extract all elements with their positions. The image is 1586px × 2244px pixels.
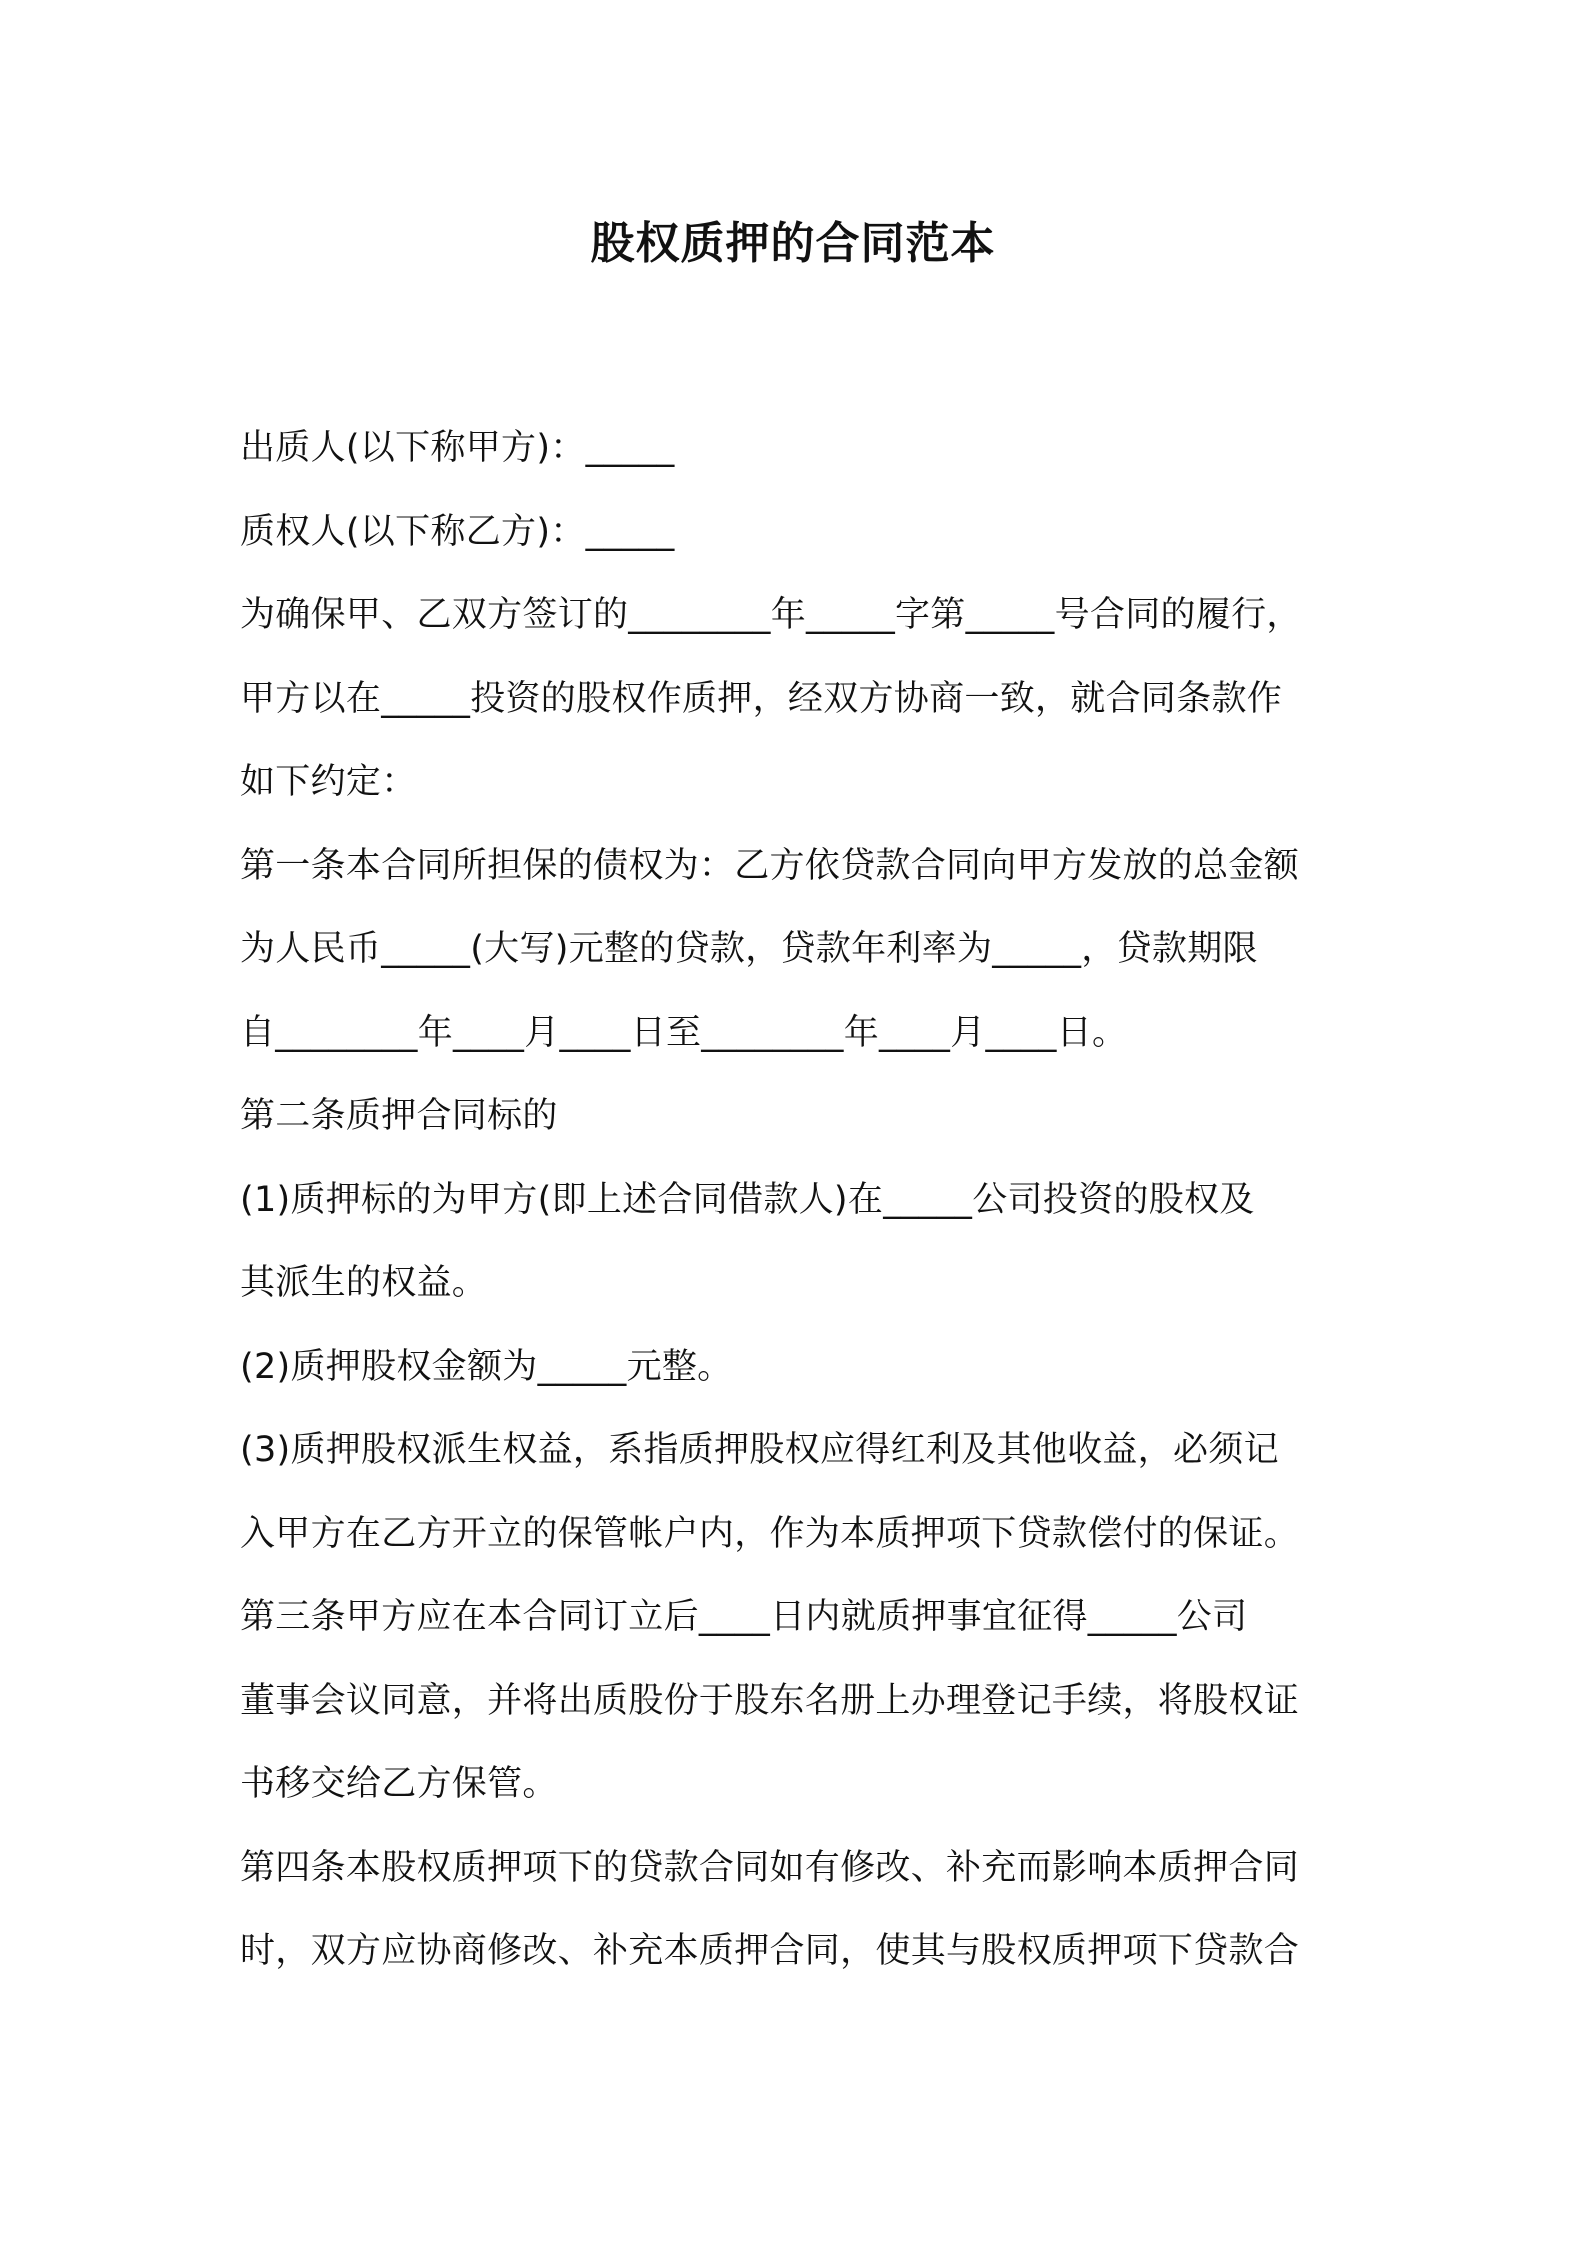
line-preamble-1: 为确保甲、乙双方签订的________年_____字第_____号合同的履行，: [240, 595, 1302, 635]
line-preamble-2: 甲方以在_____投资的股权作质押，经双方协商一致，就合同条款作: [240, 678, 1283, 719]
line-pledgor: 出质人(以下称甲方)：_____: [240, 428, 675, 468]
line-article-1-c: 自________年____月____日至________年____月____日。: [240, 1012, 1128, 1053]
line-article-3-b: 董事会议同意，并将出质股份于股东名册上办理登记手续，将股权证: [240, 1680, 1300, 1721]
line-article-2-item-2: (2)质押股权金额为_____元整。: [240, 1346, 733, 1387]
line-article-2-heading: 第二条质押合同标的: [240, 1096, 558, 1136]
line-article-1-b: 为人民币_____(大写)元整的贷款，贷款年利率为_____，贷款期限: [240, 929, 1258, 969]
line-pledgee: 质权人(以下称乙方)：_____: [240, 511, 675, 552]
line-article-4-a: 第四条本股权质押项下的贷款合同如有修改、补充而影响本质押合同: [240, 1847, 1300, 1888]
line-article-1-a: 第一条本合同所担保的债权为：乙方依贷款合同向甲方发放的总金额: [240, 845, 1300, 886]
line-preamble-3: 如下约定：: [240, 762, 417, 802]
line-article-2-item-3-a: (3)质押股权派生权益，系指质押股权应得红利及其他收益，必须记: [240, 1430, 1279, 1470]
document-title: 股权质押的合同范本: [590, 218, 996, 269]
line-article-3-c: 书移交给乙方保管。: [240, 1764, 558, 1804]
line-article-2-item-3-b: 入甲方在乙方开立的保管帐户内，作为本质押项下贷款偿付的保证。: [240, 1513, 1300, 1554]
line-article-2-item-1-a: (1)质押标的为甲方(即上述合同借款人)在_____公司投资的股权及: [240, 1179, 1255, 1220]
line-article-4-b: 时，双方应协商修改、补充本质押合同，使其与股权质押项下贷款合: [240, 1931, 1300, 1971]
line-article-2-item-1-b: 其派生的权益。: [240, 1263, 488, 1303]
line-article-3-a: 第三条甲方应在本合同订立后____日内就质押事宜征得_____公司: [240, 1597, 1248, 1637]
document-body: [240, 407, 1360, 1994]
